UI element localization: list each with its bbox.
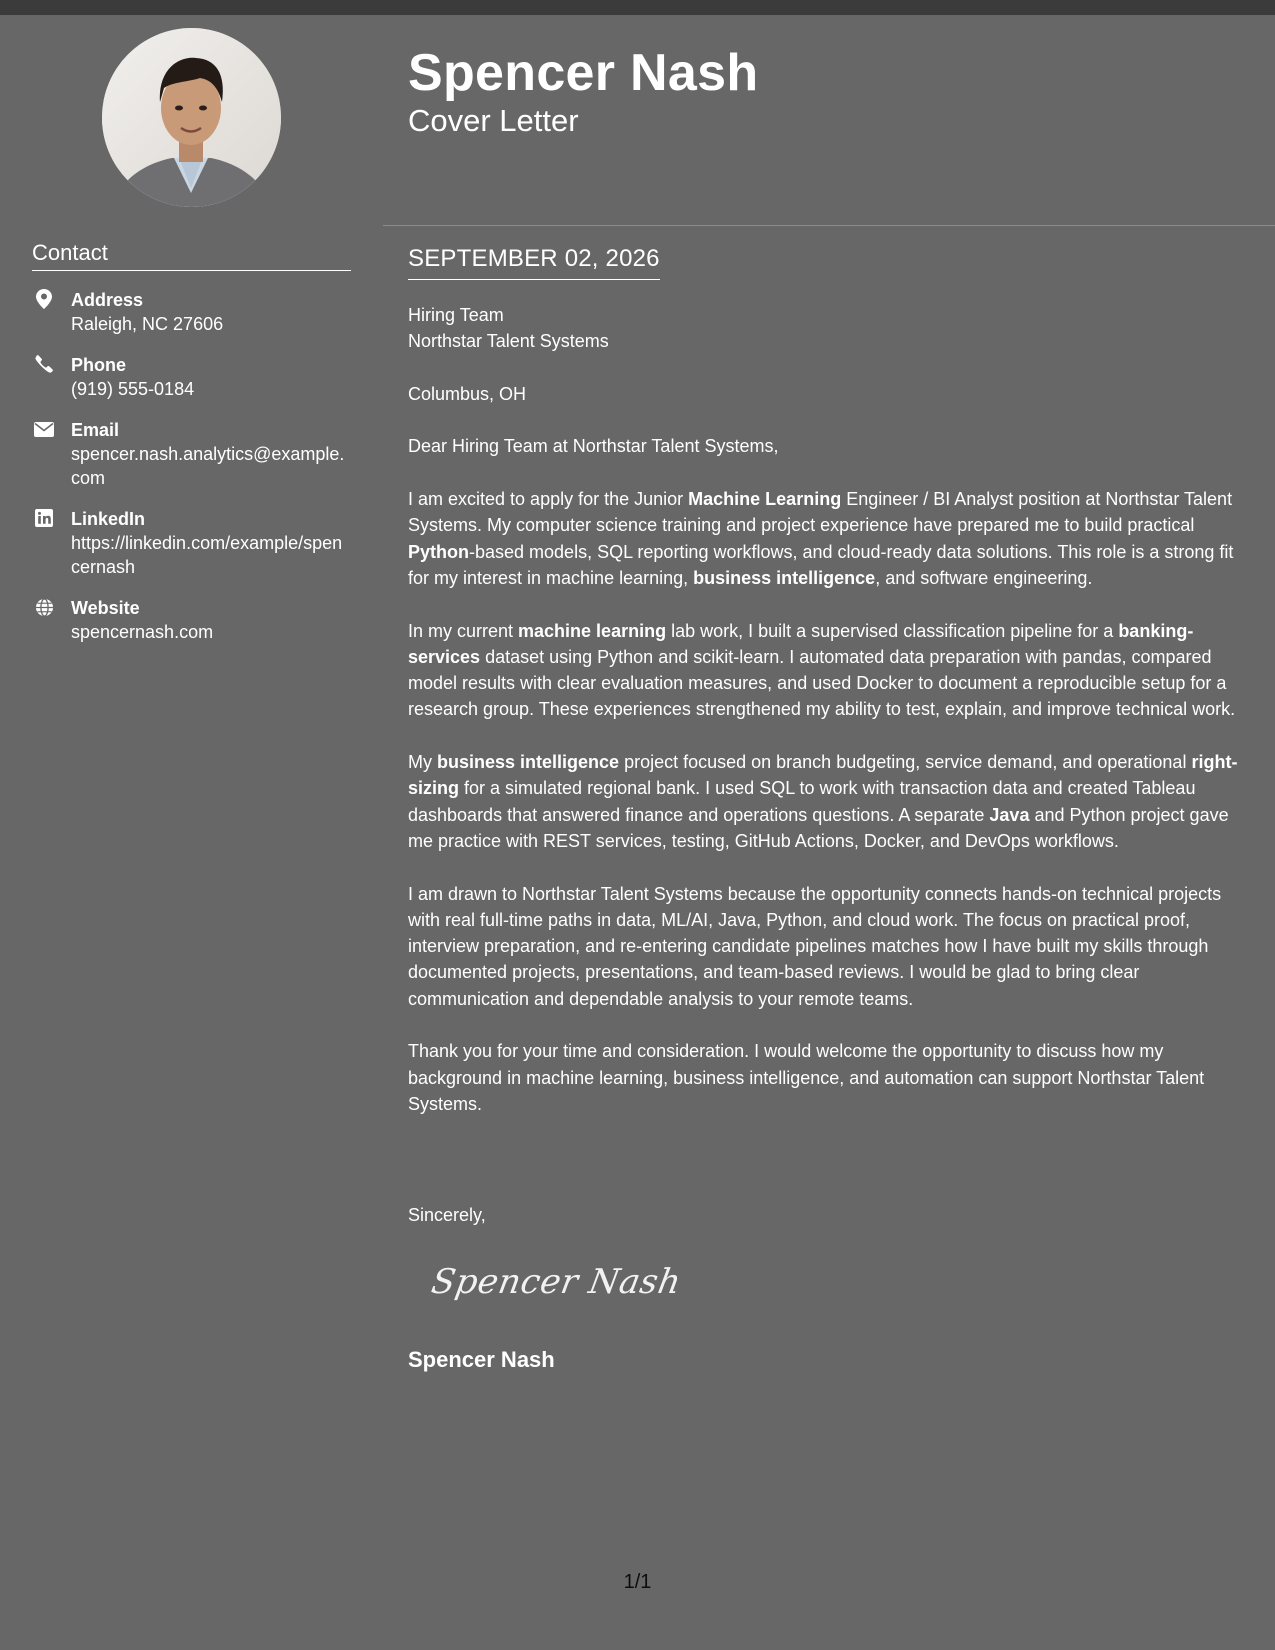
paragraph-3: My business intelligence project focused on branch budgeting, service demand, and operational right-sizing for a simulated regional bank. I used SQL to work with transaction data and created Tableau dashboards that answered finance and operations questions. A separate Java and Python project gave me practice with REST services, testing, GitHub Actions, Docker, and DevOps workflows.: [408, 752, 1238, 851]
contact-value[interactable]: spencernash.com: [71, 622, 214, 642]
contact-value[interactable]: https://linkedin.com/example/spencernash: [71, 533, 343, 577]
contact-label: Address: [71, 290, 144, 310]
contact-label: Phone: [71, 355, 127, 375]
contact-item-phone: [32, 353, 351, 401]
document-subtitle: Cover Letter: [408, 103, 579, 138]
paragraph-2: In my current machine learning lab work, I built a supervised classification pipeline for a banking-services dataset using Python and scikit-learn. I automated data preparation with pandas, compared model results with clear evaluation measures, and used Docker to document a reproducible setup for a research group. These experiences strengthened my ability to test, explain, and improve technical work.: [408, 620, 1236, 720]
signed-name: Spencer Nash: [408, 1347, 555, 1372]
contact-item-linkedin: [32, 507, 351, 579]
envelope-icon: [34, 418, 54, 440]
recipient-location: Columbus, OH: [408, 383, 527, 404]
salutation: Dear Hiring Team at Northstar Talent Systems,: [408, 436, 779, 457]
letter-body: [408, 302, 1253, 1144]
contact-label: Email: [71, 420, 120, 440]
signature: Spencer Nash: [428, 1262, 685, 1302]
top-bar: [0, 0, 1275, 15]
contact-value[interactable]: spencer.nash.analytics@example.com: [71, 444, 345, 488]
header-divider: [383, 225, 1275, 226]
profile-photo: [102, 28, 281, 207]
globe-icon: [34, 596, 54, 618]
contact-label: Website: [71, 598, 140, 618]
closing: Sincerely,: [408, 1205, 486, 1225]
contact-item-website: [32, 596, 351, 644]
contact-item-address: [32, 288, 351, 336]
phone-icon: [34, 353, 54, 375]
paragraph-4: I am drawn to Northstar Talent Systems because the opportunity connects hands-on technical projects with real full-time paths in data, ML/AI, Java, Python, and cloud work. The focus on practical proof, interview preparation, and re-entering candidate pipelines matches how I have built my skills through documented projects, presentations, and team-based reviews. I would be glad to bring clear communication and dependable analysis to your remote teams.: [408, 883, 1222, 1009]
sidebar: [32, 240, 351, 644]
paragraph-1: I am excited to apply for the Junior Machine Learning Engineer / BI Analyst position at Northstar Talent Systems. My computer science training and project experience have prepared me to build practical Python-based models, SQL reporting workflows, and cloud-ready data solutions. This role is a strong fit for my interest in machine learning, business intelligence, and software engineering.: [408, 489, 1234, 588]
applicant-name: Spencer Nash: [408, 44, 759, 102]
contact-value: Raleigh, NC 27606: [71, 314, 224, 334]
linkedin-icon: [34, 507, 54, 529]
contact-heading: Contact: [32, 240, 351, 271]
paragraph-5: Thank you for your time and consideration. I would welcome the opportunity to discuss how my background in machine learning, business intelligence, and automation can support Northstar Talent Systems.: [408, 1041, 1205, 1114]
page-number: 1/1: [623, 1571, 652, 1593]
contact-item-email: [32, 418, 351, 490]
recipient-company: Northstar Talent Systems: [408, 331, 609, 352]
recipient-line: Hiring Team: [408, 305, 504, 325]
contact-label: LinkedIn: [71, 509, 146, 529]
letter-date: SEPTEMBER 02, 2026: [408, 244, 660, 280]
header: [408, 42, 758, 138]
contact-value: (919) 555-0184: [71, 379, 195, 399]
location-pin-icon: [34, 288, 54, 310]
